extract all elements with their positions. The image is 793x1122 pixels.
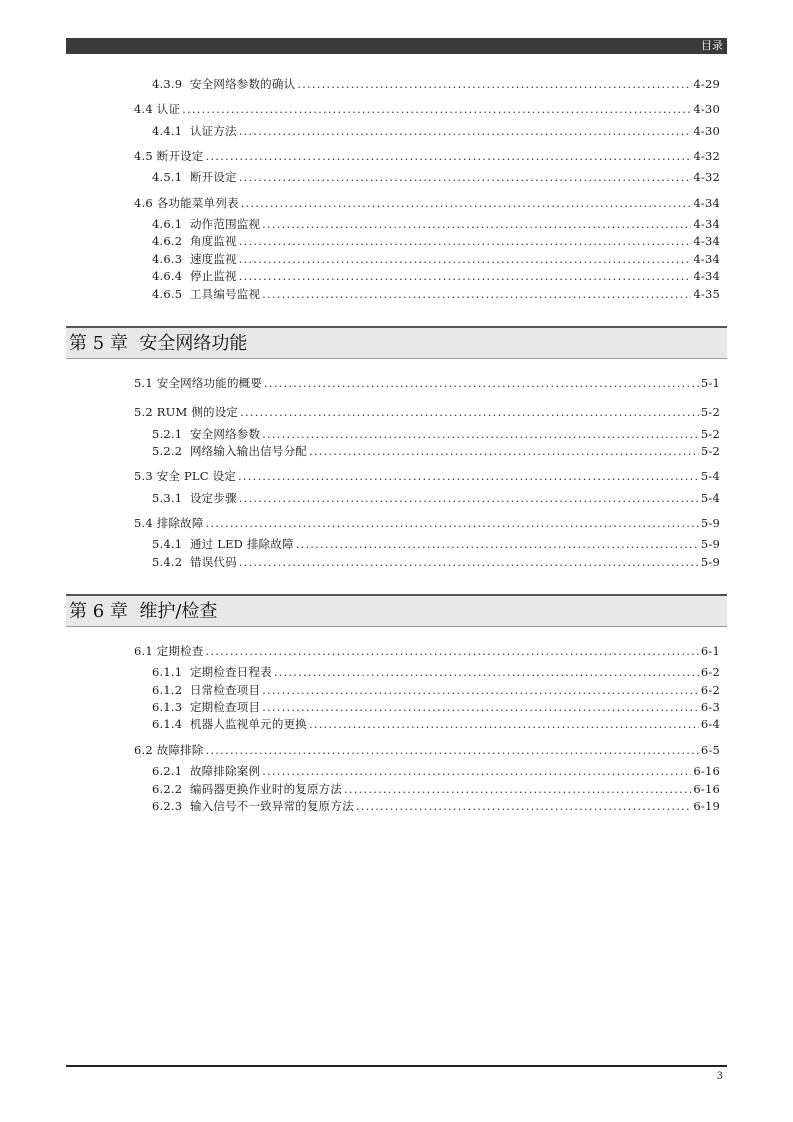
toc-entry[interactable] bbox=[152, 251, 720, 267]
header-bar bbox=[66, 38, 727, 54]
toc-entry[interactable] bbox=[152, 286, 720, 302]
page-number: 3 bbox=[716, 1071, 723, 1082]
toc-entry[interactable] bbox=[152, 123, 720, 139]
toc-leader-dots bbox=[356, 798, 692, 814]
toc-leader-dots bbox=[239, 123, 692, 139]
toc-entry-page: 4-29 bbox=[693, 77, 720, 91]
toc-entry-page: 4-32 bbox=[693, 170, 720, 184]
toc-entry-label: 4.6.5 工具编号监视 bbox=[152, 287, 261, 301]
toc-entry[interactable] bbox=[134, 515, 720, 531]
chapter-heading[interactable] bbox=[66, 326, 727, 359]
toc-entry[interactable] bbox=[134, 404, 720, 420]
toc-leader-dots bbox=[264, 375, 699, 391]
toc-entry-label: 4.3.9 安全网络参数的确认 bbox=[152, 77, 296, 91]
toc-leader-dots bbox=[239, 268, 692, 284]
toc-leader-dots bbox=[309, 716, 699, 732]
toc-entry-label: 6.1 定期检查 bbox=[134, 644, 204, 658]
toc-entry-label: 6.2 故障排除 bbox=[134, 743, 204, 757]
toc-entry-page: 5-2 bbox=[700, 427, 720, 441]
toc-entry-label: 4.4.1 认证方法 bbox=[152, 124, 237, 138]
toc-leader-dots bbox=[239, 233, 692, 249]
toc-entry[interactable] bbox=[134, 643, 720, 659]
toc-entry-label: 6.1.4 机器人监视单元的更换 bbox=[152, 717, 307, 731]
toc-entry-page: 4-35 bbox=[693, 287, 720, 301]
toc-leader-dots bbox=[239, 554, 699, 570]
toc-entry[interactable] bbox=[152, 268, 720, 284]
toc-entry-page: 6-1 bbox=[700, 644, 720, 658]
toc-entry-page: 5-4 bbox=[700, 469, 720, 483]
toc-entry-label: 5.2.2 网络输入输出信号分配 bbox=[152, 444, 307, 458]
toc-entry-label: 4.5.1 断开设定 bbox=[152, 170, 237, 184]
toc-entry-label: 6.2.1 故障排除案例 bbox=[152, 764, 261, 778]
toc-entry-page: 5-2 bbox=[700, 405, 720, 419]
toc-entry-label: 6.1.3 定期检查项目 bbox=[152, 700, 261, 714]
toc-entry-page: 6-19 bbox=[693, 799, 720, 813]
toc-leader-dots bbox=[240, 404, 699, 420]
toc-entry-label: 5.2 RUM 侧的设定 bbox=[134, 405, 239, 419]
toc-entry-label: 6.2.3 输入信号不一致异常的复原方法 bbox=[152, 799, 354, 813]
toc-entry-page: 5-9 bbox=[700, 516, 720, 530]
toc-leader-dots bbox=[297, 76, 691, 92]
chapter-heading[interactable] bbox=[66, 594, 727, 627]
toc-entry[interactable] bbox=[134, 195, 720, 211]
chapter-title: 第 5 章 安全网络功能 bbox=[69, 333, 248, 354]
toc-entry-page: 6-16 bbox=[693, 764, 720, 778]
header-title: 目录 bbox=[701, 39, 723, 52]
toc-entry[interactable] bbox=[152, 76, 720, 92]
toc-entry-page: 5-9 bbox=[700, 537, 720, 551]
toc-leader-dots bbox=[206, 148, 692, 164]
toc-entry[interactable] bbox=[134, 101, 720, 117]
toc-entry[interactable] bbox=[152, 426, 720, 442]
toc-entry-page: 6-16 bbox=[693, 782, 720, 796]
toc-leader-dots bbox=[206, 643, 699, 659]
toc-entry[interactable] bbox=[152, 490, 720, 506]
toc-leader-dots bbox=[238, 468, 699, 484]
toc-entry[interactable] bbox=[152, 763, 720, 779]
footer-rule bbox=[66, 1065, 727, 1067]
toc-entry-page: 6-3 bbox=[700, 700, 720, 714]
toc-leader-dots bbox=[206, 742, 699, 758]
toc-leader-dots bbox=[241, 195, 692, 211]
toc-entry-label: 6.1.2 日常检查项目 bbox=[152, 683, 261, 697]
toc-entry[interactable] bbox=[152, 716, 720, 732]
toc-entry[interactable] bbox=[134, 468, 720, 484]
toc-entry[interactable] bbox=[152, 682, 720, 698]
toc-entry-page: 4-30 bbox=[693, 124, 720, 138]
toc-entry-page: 4-34 bbox=[693, 196, 720, 210]
toc-leader-dots bbox=[309, 443, 699, 459]
toc-entry-label: 5.3.1 设定步骤 bbox=[152, 491, 237, 505]
toc-entry-page: 4-34 bbox=[693, 217, 720, 231]
toc-leader-dots bbox=[262, 763, 691, 779]
toc-leader-dots bbox=[262, 216, 691, 232]
toc-leader-dots bbox=[206, 515, 699, 531]
toc-leader-dots bbox=[239, 490, 699, 506]
toc-entry-page: 5-2 bbox=[700, 444, 720, 458]
toc-entry[interactable] bbox=[152, 216, 720, 232]
toc-entry-page: 4-34 bbox=[693, 269, 720, 283]
chapter-title: 第 6 章 维护/检查 bbox=[69, 601, 218, 622]
toc-entry-label: 4.6 各功能菜单列表 bbox=[134, 196, 239, 210]
toc-entry[interactable] bbox=[152, 536, 720, 552]
toc-leader-dots bbox=[262, 699, 699, 715]
toc-entry-label: 4.4 认证 bbox=[134, 102, 181, 116]
toc-entry-page: 4-34 bbox=[693, 234, 720, 248]
toc-entry[interactable] bbox=[134, 375, 720, 391]
toc-entry-label: 4.6.4 停止监视 bbox=[152, 269, 237, 283]
toc-entry-page: 5-4 bbox=[700, 491, 720, 505]
toc-entry-label: 4.6.2 角度监视 bbox=[152, 234, 237, 248]
toc-leader-dots bbox=[239, 169, 692, 185]
toc-entry-label: 5.3 安全 PLC 设定 bbox=[134, 469, 237, 483]
toc-leader-dots bbox=[239, 251, 692, 267]
toc-entry[interactable] bbox=[152, 798, 720, 814]
toc-entry-label: 4.6.1 动作范围监视 bbox=[152, 217, 261, 231]
toc-leader-dots bbox=[262, 682, 699, 698]
toc-entry-page: 4-30 bbox=[693, 102, 720, 116]
toc-entry[interactable] bbox=[152, 699, 720, 715]
toc-entry-label: 5.1 安全网络功能的概要 bbox=[134, 376, 263, 390]
toc-leader-dots bbox=[182, 101, 691, 117]
toc-entry-page: 5-9 bbox=[700, 555, 720, 569]
toc-entry[interactable] bbox=[152, 443, 720, 459]
toc-entry-page: 6-5 bbox=[700, 743, 720, 757]
toc-entry[interactable] bbox=[152, 781, 720, 797]
toc-entry-page: 6-4 bbox=[700, 717, 720, 731]
toc-leader-dots bbox=[296, 536, 699, 552]
toc-entry-label: 4.6.3 速度监视 bbox=[152, 252, 237, 266]
toc-entry[interactable] bbox=[152, 169, 720, 185]
toc-entry-page: 6-2 bbox=[700, 683, 720, 697]
toc-entry[interactable] bbox=[152, 664, 720, 680]
toc-leader-dots bbox=[262, 426, 699, 442]
toc-entry[interactable] bbox=[152, 554, 720, 570]
toc-entry[interactable] bbox=[134, 742, 720, 758]
toc-entry-label: 5.4.1 通过 LED 排除故障 bbox=[152, 537, 294, 551]
toc-entry-label: 6.1.1 定期检查日程表 bbox=[152, 665, 272, 679]
toc-entry-page: 5-1 bbox=[700, 376, 720, 390]
toc-entry-label: 5.2.1 安全网络参数 bbox=[152, 427, 261, 441]
toc-entry-label: 6.2.2 编码器更换作业时的复原方法 bbox=[152, 782, 343, 796]
toc-leader-dots bbox=[274, 664, 699, 680]
toc-entry-label: 4.5 断开设定 bbox=[134, 149, 204, 163]
toc-leader-dots bbox=[344, 781, 691, 797]
toc-entry[interactable] bbox=[152, 233, 720, 249]
toc-leader-dots bbox=[262, 286, 691, 302]
toc-entry-page: 4-32 bbox=[693, 149, 720, 163]
toc-entry[interactable] bbox=[134, 148, 720, 164]
toc-entry-page: 4-34 bbox=[693, 252, 720, 266]
toc-entry-label: 5.4.2 错误代码 bbox=[152, 555, 237, 569]
toc-entry-page: 6-2 bbox=[700, 665, 720, 679]
toc-entry-label: 5.4 排除故障 bbox=[134, 516, 204, 530]
